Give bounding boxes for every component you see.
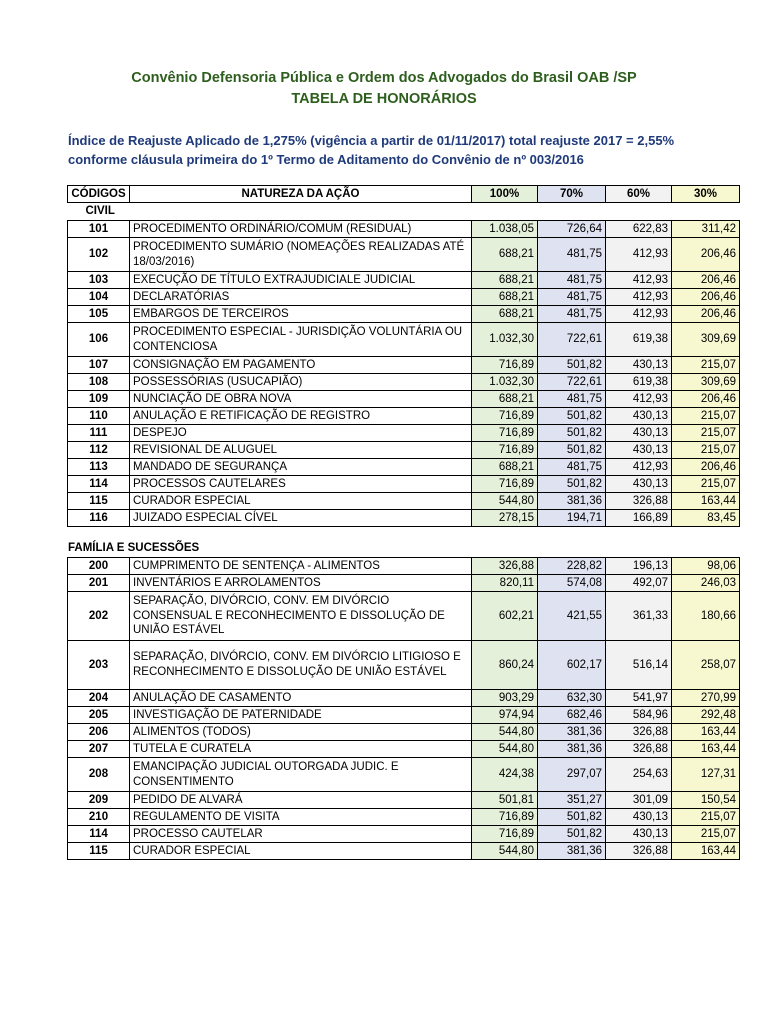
row-description: REGULAMENTO DE VISITA <box>130 809 472 826</box>
row-code: 203 <box>68 641 130 690</box>
row-value-100: 501,81 <box>472 792 538 809</box>
row-description: TUTELA E CURATELA <box>130 741 472 758</box>
row-value-60: 412,93 <box>606 272 672 289</box>
row-value-60: 361,33 <box>606 592 672 641</box>
row-code: 115 <box>68 843 130 860</box>
table-row <box>68 493 740 510</box>
row-code: 108 <box>68 374 130 391</box>
row-value-70: 297,07 <box>538 758 606 792</box>
row-description: DECLARATÓRIAS <box>130 289 472 306</box>
row-value-60: 430,13 <box>606 425 672 442</box>
section-civil-row <box>68 203 740 221</box>
row-description: SEPARAÇÃO, DIVÓRCIO, CONV. EM DIVÓRCIO CONSENSUAL E RECONHECIMENTO E DISSOLUÇÃO DE UNIÃO ESTÁVEL <box>130 592 472 641</box>
row-value-30: 215,07 <box>672 809 740 826</box>
row-value-30: 206,46 <box>672 391 740 408</box>
row-value-60: 326,88 <box>606 843 672 860</box>
table-row <box>68 408 740 425</box>
header-60: 60% <box>606 186 672 203</box>
row-value-60: 492,07 <box>606 575 672 592</box>
row-value-30: 215,07 <box>672 425 740 442</box>
row-value-60: 326,88 <box>606 724 672 741</box>
row-code: 107 <box>68 357 130 374</box>
row-description: PROCEDIMENTO SUMÁRIO (NOMEAÇÕES REALIZADAS ATÉ 18/03/2016) <box>130 238 472 272</box>
table-row <box>68 323 740 357</box>
row-code: 115 <box>68 493 130 510</box>
row-value-70: 501,82 <box>538 425 606 442</box>
row-code: 200 <box>68 558 130 575</box>
header-30: 30% <box>672 186 740 203</box>
row-value-100: 544,80 <box>472 843 538 860</box>
table-row <box>68 459 740 476</box>
table-row <box>68 391 740 408</box>
row-value-70: 381,36 <box>538 724 606 741</box>
row-value-60: 622,83 <box>606 221 672 238</box>
row-value-30: 206,46 <box>672 289 740 306</box>
row-value-100: 1.038,05 <box>472 221 538 238</box>
table-row <box>68 826 740 843</box>
table-row <box>68 707 740 724</box>
index-line-1: Índice de Reajuste Aplicado de 1,275% (vigência a partir de 01/11/2017) total reajuste 2017 = 2,55% <box>68 133 675 148</box>
row-value-100: 688,21 <box>472 289 538 306</box>
row-code: 102 <box>68 238 130 272</box>
row-value-100: 688,21 <box>472 272 538 289</box>
row-value-70: 501,82 <box>538 357 606 374</box>
row-code: 114 <box>68 826 130 843</box>
row-value-30: 215,07 <box>672 826 740 843</box>
table-row <box>68 221 740 238</box>
row-value-60: 196,13 <box>606 558 672 575</box>
row-code: 206 <box>68 724 130 741</box>
row-value-60: 584,96 <box>606 707 672 724</box>
header-100: 100% <box>472 186 538 203</box>
row-code: 104 <box>68 289 130 306</box>
row-value-60: 619,38 <box>606 374 672 391</box>
row-value-100: 974,94 <box>472 707 538 724</box>
row-value-60: 166,89 <box>606 510 672 527</box>
table-row <box>68 442 740 459</box>
row-code: 113 <box>68 459 130 476</box>
row-value-100: 1.032,30 <box>472 374 538 391</box>
table-row <box>68 306 740 323</box>
row-value-60: 430,13 <box>606 357 672 374</box>
row-value-100: 326,88 <box>472 558 538 575</box>
row-description: POSSESSÓRIAS (USUCAPIÃO) <box>130 374 472 391</box>
row-value-100: 860,24 <box>472 641 538 690</box>
row-value-100: 820,11 <box>472 575 538 592</box>
row-value-70: 381,36 <box>538 741 606 758</box>
row-value-70: 501,82 <box>538 476 606 493</box>
row-value-60: 430,13 <box>606 476 672 493</box>
row-value-100: 716,89 <box>472 442 538 459</box>
row-value-60: 516,14 <box>606 641 672 690</box>
row-description: NUNCIAÇÃO DE OBRA NOVA <box>130 391 472 408</box>
table-header-row <box>68 186 740 203</box>
header-70: 70% <box>538 186 606 203</box>
row-code: 103 <box>68 272 130 289</box>
row-value-60: 430,13 <box>606 408 672 425</box>
table-row <box>68 809 740 826</box>
row-description: MANDADO DE SEGURANÇA <box>130 459 472 476</box>
row-value-60: 412,93 <box>606 306 672 323</box>
table-row <box>68 575 740 592</box>
row-value-30: 163,44 <box>672 741 740 758</box>
section-familia-label: FAMÍLIA E SUCESSÕES <box>68 542 200 554</box>
row-value-70: 602,17 <box>538 641 606 690</box>
row-value-30: 98,06 <box>672 558 740 575</box>
row-value-100: 688,21 <box>472 238 538 272</box>
row-value-30: 163,44 <box>672 724 740 741</box>
row-value-70: 194,71 <box>538 510 606 527</box>
index-line-2: conforme cláusula primeira do 1º Termo de Aditamento do Convênio de nº 003/2016 <box>68 152 584 167</box>
row-description: SEPARAÇÃO, DIVÓRCIO, CONV. EM DIVÓRCIO LITIGIOSO E RECONHECIMENTO E DISSOLUÇÃO DE UNIÃO ESTÁVEL <box>130 641 472 690</box>
row-code: 105 <box>68 306 130 323</box>
row-code: 204 <box>68 690 130 707</box>
table-row <box>68 690 740 707</box>
row-value-30: 309,69 <box>672 323 740 357</box>
civil-fee-table <box>67 185 740 527</box>
table-row <box>68 641 740 690</box>
table-row <box>68 741 740 758</box>
row-value-60: 412,93 <box>606 391 672 408</box>
row-code: 205 <box>68 707 130 724</box>
row-description: EMBARGOS DE TERCEIROS <box>130 306 472 323</box>
row-value-100: 1.032,30 <box>472 323 538 357</box>
row-value-70: 481,75 <box>538 272 606 289</box>
document-subtitle: TABELA DE HONORÁRIOS <box>291 91 477 107</box>
row-value-30: 215,07 <box>672 408 740 425</box>
row-value-30: 215,07 <box>672 357 740 374</box>
row-description: JUIZADO ESPECIAL CÍVEL <box>130 510 472 527</box>
table-row <box>68 792 740 809</box>
row-description: INVESTIGAÇÃO DE PATERNIDADE <box>130 707 472 724</box>
row-value-30: 206,46 <box>672 238 740 272</box>
row-value-60: 326,88 <box>606 741 672 758</box>
row-description: CURADOR ESPECIAL <box>130 843 472 860</box>
row-code: 210 <box>68 809 130 826</box>
header-nature: NATUREZA DA AÇÃO <box>130 186 472 203</box>
row-value-70: 351,27 <box>538 792 606 809</box>
row-code: 114 <box>68 476 130 493</box>
row-value-30: 215,07 <box>672 476 740 493</box>
row-value-60: 412,93 <box>606 289 672 306</box>
row-value-70: 682,46 <box>538 707 606 724</box>
row-value-30: 163,44 <box>672 493 740 510</box>
row-description: CURADOR ESPECIAL <box>130 493 472 510</box>
row-value-70: 481,75 <box>538 459 606 476</box>
row-value-70: 501,82 <box>538 809 606 826</box>
table-row <box>68 425 740 442</box>
row-value-30: 292,48 <box>672 707 740 724</box>
table-row <box>68 510 740 527</box>
row-value-100: 424,38 <box>472 758 538 792</box>
row-description: ANULAÇÃO DE CASAMENTO <box>130 690 472 707</box>
row-description: PEDIDO DE ALVARÁ <box>130 792 472 809</box>
row-value-30: 206,46 <box>672 272 740 289</box>
row-code: 202 <box>68 592 130 641</box>
document-title: Convênio Defensoria Pública e Ordem dos Advogados do Brasil OAB /SP <box>131 70 637 86</box>
row-value-100: 688,21 <box>472 459 538 476</box>
row-description: CUMPRIMENTO DE SENTENÇA - ALIMENTOS <box>130 558 472 575</box>
row-value-100: 688,21 <box>472 306 538 323</box>
row-value-100: 716,89 <box>472 408 538 425</box>
row-value-60: 412,93 <box>606 459 672 476</box>
row-value-100: 278,15 <box>472 510 538 527</box>
row-value-30: 270,99 <box>672 690 740 707</box>
row-description: CONSIGNAÇÃO EM PAGAMENTO <box>130 357 472 374</box>
row-description: EMANCIPAÇÃO JUDICIAL OUTORGADA JUDIC. E CONSENTIMENTO <box>130 758 472 792</box>
row-value-60: 541,97 <box>606 690 672 707</box>
row-value-60: 326,88 <box>606 493 672 510</box>
table-row <box>68 724 740 741</box>
row-description: PROCESSOS CAUTELARES <box>130 476 472 493</box>
row-code: 207 <box>68 741 130 758</box>
row-value-70: 722,61 <box>538 374 606 391</box>
row-description: INVENTÁRIOS E ARROLAMENTOS <box>130 575 472 592</box>
row-description: PROCESSO CAUTELAR <box>130 826 472 843</box>
row-value-30: 83,45 <box>672 510 740 527</box>
row-value-100: 716,89 <box>472 425 538 442</box>
row-value-30: 163,44 <box>672 843 740 860</box>
row-description: ANULAÇÃO E RETIFICAÇÃO DE REGISTRO <box>130 408 472 425</box>
row-value-30: 127,31 <box>672 758 740 792</box>
row-value-100: 544,80 <box>472 493 538 510</box>
row-description: DESPEJO <box>130 425 472 442</box>
row-value-60: 412,93 <box>606 238 672 272</box>
row-value-100: 716,89 <box>472 357 538 374</box>
row-value-30: 180,66 <box>672 592 740 641</box>
row-code: 106 <box>68 323 130 357</box>
row-description: PROCEDIMENTO ORDINÁRIO/COMUM (RESIDUAL) <box>130 221 472 238</box>
table-row <box>68 558 740 575</box>
row-value-60: 619,38 <box>606 323 672 357</box>
row-value-70: 481,75 <box>538 289 606 306</box>
row-value-100: 602,21 <box>472 592 538 641</box>
row-value-70: 501,82 <box>538 826 606 843</box>
row-code: 101 <box>68 221 130 238</box>
row-value-70: 381,36 <box>538 843 606 860</box>
row-value-100: 544,80 <box>472 741 538 758</box>
row-description: EXECUÇÃO DE TÍTULO EXTRAJUDICIALE JUDICIAL <box>130 272 472 289</box>
table-row <box>68 238 740 272</box>
row-value-60: 430,13 <box>606 826 672 843</box>
row-code: 116 <box>68 510 130 527</box>
row-value-70: 501,82 <box>538 442 606 459</box>
row-value-70: 481,75 <box>538 306 606 323</box>
familia-fee-table <box>67 557 740 860</box>
row-value-70: 421,55 <box>538 592 606 641</box>
table-row <box>68 843 740 860</box>
row-code: 112 <box>68 442 130 459</box>
table-row <box>68 758 740 792</box>
row-code: 109 <box>68 391 130 408</box>
table-row <box>68 357 740 374</box>
row-code: 110 <box>68 408 130 425</box>
row-value-30: 215,07 <box>672 442 740 459</box>
table-row <box>68 476 740 493</box>
row-value-70: 632,30 <box>538 690 606 707</box>
row-value-70: 228,82 <box>538 558 606 575</box>
row-code: 111 <box>68 425 130 442</box>
row-value-60: 430,13 <box>606 442 672 459</box>
row-value-70: 381,36 <box>538 493 606 510</box>
row-value-100: 716,89 <box>472 476 538 493</box>
row-value-100: 716,89 <box>472 826 538 843</box>
table-row <box>68 289 740 306</box>
table-row <box>68 592 740 641</box>
row-value-70: 726,64 <box>538 221 606 238</box>
row-value-60: 301,09 <box>606 792 672 809</box>
row-value-60: 430,13 <box>606 809 672 826</box>
row-code: 208 <box>68 758 130 792</box>
row-value-30: 258,07 <box>672 641 740 690</box>
row-code: 201 <box>68 575 130 592</box>
table-row <box>68 374 740 391</box>
row-value-30: 246,03 <box>672 575 740 592</box>
row-value-30: 311,42 <box>672 221 740 238</box>
header-codes: CÓDIGOS <box>68 186 130 203</box>
row-value-100: 903,29 <box>472 690 538 707</box>
row-value-100: 688,21 <box>472 391 538 408</box>
row-value-30: 206,46 <box>672 459 740 476</box>
table-row <box>68 272 740 289</box>
row-description: REVISIONAL DE ALUGUEL <box>130 442 472 459</box>
row-value-30: 150,54 <box>672 792 740 809</box>
row-value-100: 544,80 <box>472 724 538 741</box>
row-value-70: 722,61 <box>538 323 606 357</box>
row-value-100: 716,89 <box>472 809 538 826</box>
row-code: 209 <box>68 792 130 809</box>
row-value-70: 481,75 <box>538 391 606 408</box>
row-description: PROCEDIMENTO ESPECIAL - JURISDIÇÃO VOLUNTÁRIA OU CONTENCIOSA <box>130 323 472 357</box>
row-value-70: 501,82 <box>538 408 606 425</box>
row-value-60: 254,63 <box>606 758 672 792</box>
row-value-30: 309,69 <box>672 374 740 391</box>
row-value-30: 206,46 <box>672 306 740 323</box>
section-civil-label: CIVIL <box>85 205 115 218</box>
row-value-70: 481,75 <box>538 238 606 272</box>
row-value-70: 574,08 <box>538 575 606 592</box>
row-description: ALIMENTOS (TODOS) <box>130 724 472 741</box>
